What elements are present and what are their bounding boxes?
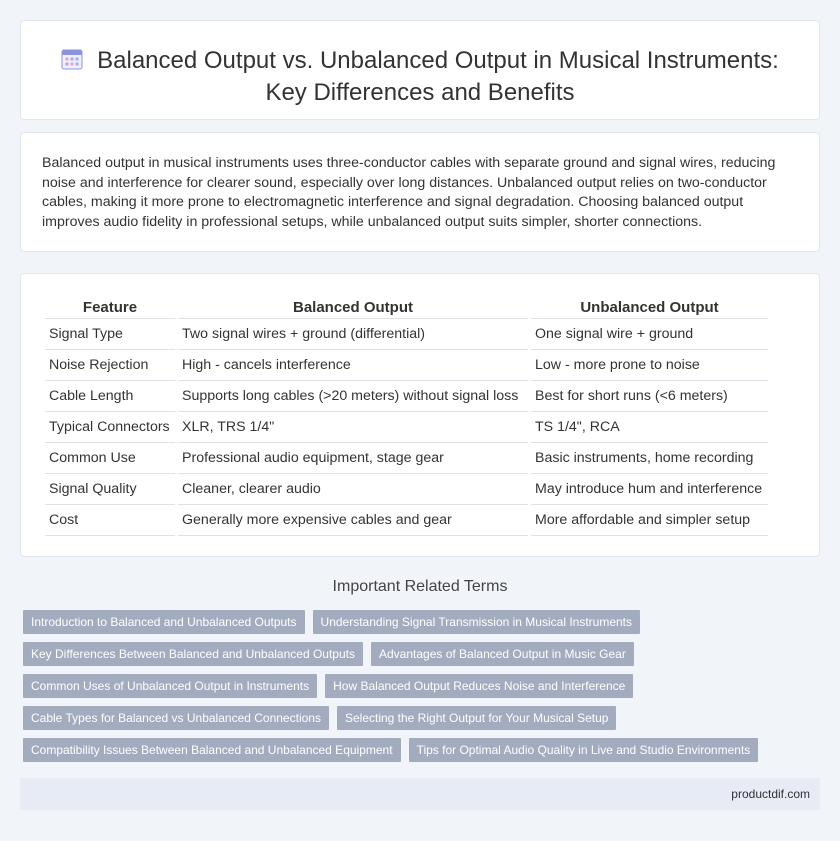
related-term-link[interactable]: Compatibility Issues Between Balanced and Unbalanced Equipment <box>23 738 401 762</box>
related-term-link[interactable]: Advantages of Balanced Output in Music Gear <box>371 642 634 666</box>
page-title <box>21 45 819 109</box>
table-cell-balanced: Professional audio equipment, stage gear <box>178 443 528 474</box>
table-cell-unbalanced: Low - more prone to noise <box>531 350 768 381</box>
column-header-balanced: Balanced Output <box>178 296 528 319</box>
comparison-card <box>20 273 820 557</box>
table-cell-balanced: Generally more expensive cables and gear <box>178 505 528 536</box>
column-header-feature: Feature <box>45 296 175 319</box>
table-cell-unbalanced: May introduce hum and interference <box>531 474 768 505</box>
related-terms-title: Important Related Terms <box>332 578 508 595</box>
table-cell-unbalanced: TS 1/4", RCA <box>531 412 768 443</box>
table-row <box>45 350 768 381</box>
table-cell-feature: Cost <box>45 505 175 536</box>
table-cell-unbalanced: More affordable and simpler setup <box>531 505 768 536</box>
table-row <box>45 505 768 536</box>
table-cell-feature: Cable Length <box>45 381 175 412</box>
table-cell-feature: Signal Quality <box>45 474 175 505</box>
table-header-row <box>45 296 768 319</box>
table-cell-balanced: High - cancels interference <box>178 350 528 381</box>
related-term-link[interactable]: Understanding Signal Transmission in Musical Instruments <box>313 610 640 634</box>
table-cell-balanced: XLR, TRS 1/4" <box>178 412 528 443</box>
table-cell-balanced: Supports long cables (>20 meters) without signal loss <box>178 381 528 412</box>
intro-card <box>20 132 820 252</box>
table-cell-unbalanced: Best for short runs (<6 meters) <box>531 381 768 412</box>
table-cell-feature: Common Use <box>45 443 175 474</box>
table-row <box>45 381 768 412</box>
table-row <box>45 412 768 443</box>
table-cell-unbalanced: Basic instruments, home recording <box>531 443 768 474</box>
related-term-link[interactable]: Cable Types for Balanced vs Unbalanced Connections <box>23 706 329 730</box>
table-cell-feature: Typical Connectors <box>45 412 175 443</box>
comparison-table <box>42 296 771 536</box>
column-header-unbalanced: Unbalanced Output <box>531 296 768 319</box>
related-terms-list <box>23 610 803 762</box>
related-term-link[interactable]: Tips for Optimal Audio Quality in Live and Studio Environments <box>409 738 759 762</box>
table-cell-feature: Noise Rejection <box>45 350 175 381</box>
footer <box>20 778 820 810</box>
page-title-line2: Key Differences and Benefits <box>265 79 575 106</box>
related-term-link[interactable]: Introduction to Balanced and Unbalanced Outputs <box>23 610 305 634</box>
header-card <box>20 20 820 120</box>
related-term-link[interactable]: How Balanced Output Reduces Noise and Interference <box>325 674 633 698</box>
footer-site-name: productdif.com <box>731 787 810 801</box>
page-title-line1: Balanced Output vs. Unbalanced Output in Musical Instruments: <box>97 47 779 74</box>
table-cell-feature: Signal Type <box>45 319 175 350</box>
table-row <box>45 319 768 350</box>
related-term-link[interactable]: Selecting the Right Output for Your Musical Setup <box>337 706 617 730</box>
related-term-link[interactable]: Common Uses of Unbalanced Output in Instruments <box>23 674 317 698</box>
intro-paragraph: Balanced output in musical instruments uses three-conductor cables with separate ground and signal wires, reducing noise and interference for clearer sound, especially over long distances. Unbalanced output relies on two-conductor cables, making it more prone to electromagnetic interference and signal degradation. Choosing balanced output improves audio fidelity in professional setups, while unbalanced output suits simpler, shorter connections. <box>42 155 776 230</box>
calendar-icon <box>61 48 83 70</box>
related-term-link[interactable]: Key Differences Between Balanced and Unbalanced Outputs <box>23 642 363 666</box>
table-row <box>45 443 768 474</box>
table-cell-balanced: Two signal wires + ground (differential) <box>178 319 528 350</box>
table-cell-balanced: Cleaner, clearer audio <box>178 474 528 505</box>
table-row <box>45 474 768 505</box>
table-cell-unbalanced: One signal wire + ground <box>531 319 768 350</box>
